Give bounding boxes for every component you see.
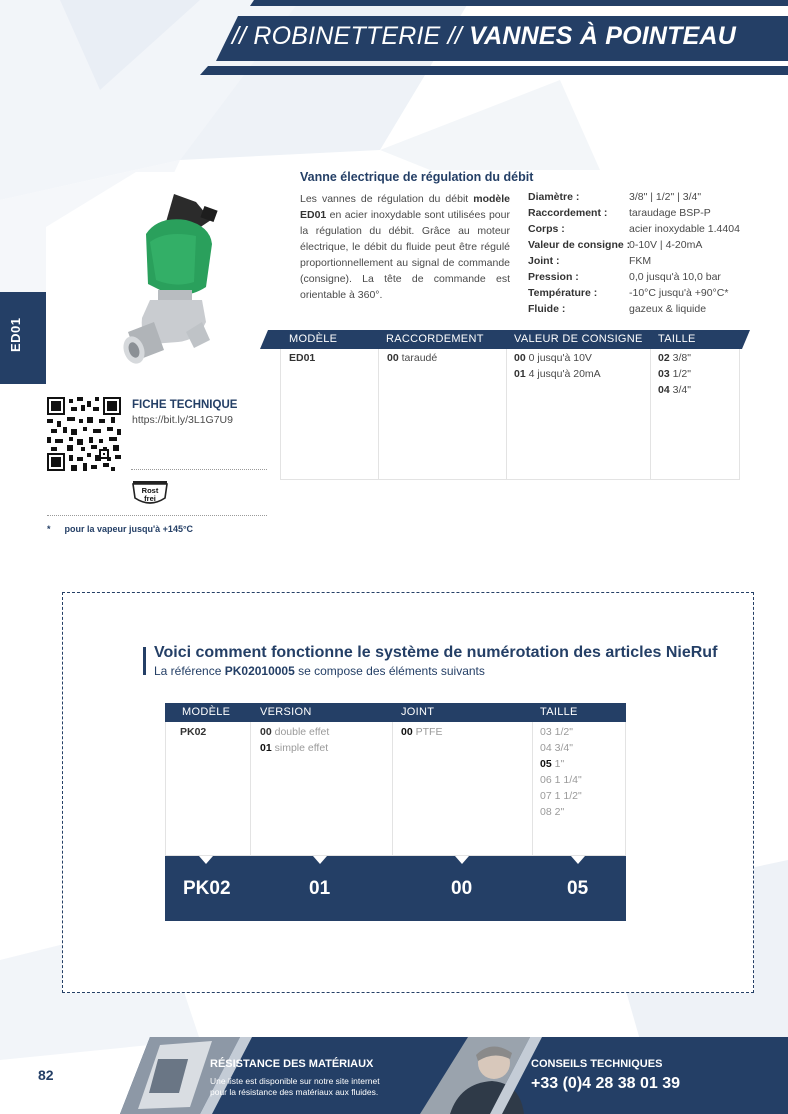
result-code-version: 01: [309, 878, 331, 899]
side-tab-label: ED01: [8, 317, 23, 352]
table1-header-consigne: VALEUR DE CONSIGNE: [514, 333, 643, 345]
footnote: * pour la vapeur jusqu'à +145°C: [47, 524, 194, 534]
footer-conseils-title: CONSEILS TECHNIQUES: [531, 1058, 663, 1070]
table1-header-modele: MODÈLE: [289, 333, 338, 345]
table2-cell-taille: 08 2": [540, 806, 565, 818]
footer-resistance-title[interactable]: RÉSISTANCE DES MATÉRIAUX: [210, 1058, 374, 1070]
footer-resistance-text: Une liste est disponible sur notre site internet pour la résistance des matériaux aux fluides.: [210, 1076, 380, 1097]
table1-cell-taille: 02 3/8": [658, 352, 691, 364]
table1-cell-consigne: 01 4 jusqu'à 20mA: [514, 368, 601, 380]
pointer-notch: [571, 856, 585, 864]
table1-cell-modele: ED01: [289, 352, 316, 364]
product-title: Vanne électrique de régulation du débit: [300, 170, 534, 184]
fiche-technique-label: FICHE TECHNIQUE: [132, 399, 238, 411]
table1-header-raccordement: RACCORDEMENT: [386, 333, 484, 345]
pointer-notch: [199, 856, 213, 864]
pointer-notch: [313, 856, 327, 864]
table1-cell-taille: 03 1/2": [658, 368, 691, 380]
fiche-technique-link[interactable]: https://bit.ly/3L1G7U9: [132, 414, 233, 426]
title-accent-bar: [143, 647, 146, 675]
side-tab: [0, 292, 46, 384]
product-image: [46, 172, 288, 384]
table2-header-version: VERSION: [260, 706, 312, 718]
pointer-notch: [455, 856, 469, 864]
page-number: 82: [38, 1067, 54, 1083]
table2-header-taille: TAILLE: [540, 706, 578, 718]
table1-cell-taille: 04 3/4": [658, 384, 691, 396]
table2-cell-taille-selected: 05 1": [540, 758, 565, 770]
divider: [47, 515, 267, 516]
product-description: Les vannes de régulation du débit modèle ED01 en acier inoxydable sont utilisées pour la régulation du débit. Grâce au moteur électrique, le débit du fluide peut être régulé proportionnellement au signal de commande (consigne). La tête de commande est orientable à 360°.: [300, 193, 510, 301]
table2-cell-taille: 07 1 1/2": [540, 790, 582, 802]
table2-cell-taille: 03 1/2": [540, 726, 573, 738]
table2-cell-taille: 06 1 1/4": [540, 774, 582, 786]
table2-cell-taille: 04 3/4": [540, 742, 573, 754]
table2-header-joint: JOINT: [401, 706, 435, 718]
result-code-taille: 05: [567, 878, 589, 899]
numbering-subtitle: La référence PK02010005 se compose des éléments suivants: [154, 664, 485, 678]
table2-cell-version-selected: 01 simple effet: [260, 742, 329, 754]
svg-text:frei: frei: [144, 494, 156, 503]
table2-cell-version: 00 double effet: [260, 726, 330, 738]
rostfrei-badge-icon: [131, 480, 169, 508]
svg-text:Rost: Rost: [141, 486, 159, 495]
footer-phone-number[interactable]: +33 (0)4 28 38 01 39: [531, 1075, 681, 1092]
result-code-bar: [165, 856, 626, 921]
table2-cell-joint-selected: 00 PTFE: [401, 726, 443, 738]
result-code-modele: PK02: [183, 878, 231, 899]
numbering-title: Voici comment fonctionne le système de numérotation des articles NieRuf: [154, 644, 718, 661]
table1-cell-raccordement: 00 taraudé: [387, 352, 438, 364]
result-code-joint: 00: [451, 878, 473, 899]
table1-header-taille: TAILLE: [658, 333, 696, 345]
table2-header-modele: MODÈLE: [182, 706, 231, 718]
table2-cell-modele: PK02: [180, 726, 207, 738]
page-title: // ROBINETTERIE // VANNES À POINTEAU: [231, 22, 736, 50]
qr-code[interactable]: [47, 397, 121, 471]
table1-cell-consigne: 00 0 jusqu'à 10V: [514, 352, 592, 364]
divider: [131, 469, 267, 470]
